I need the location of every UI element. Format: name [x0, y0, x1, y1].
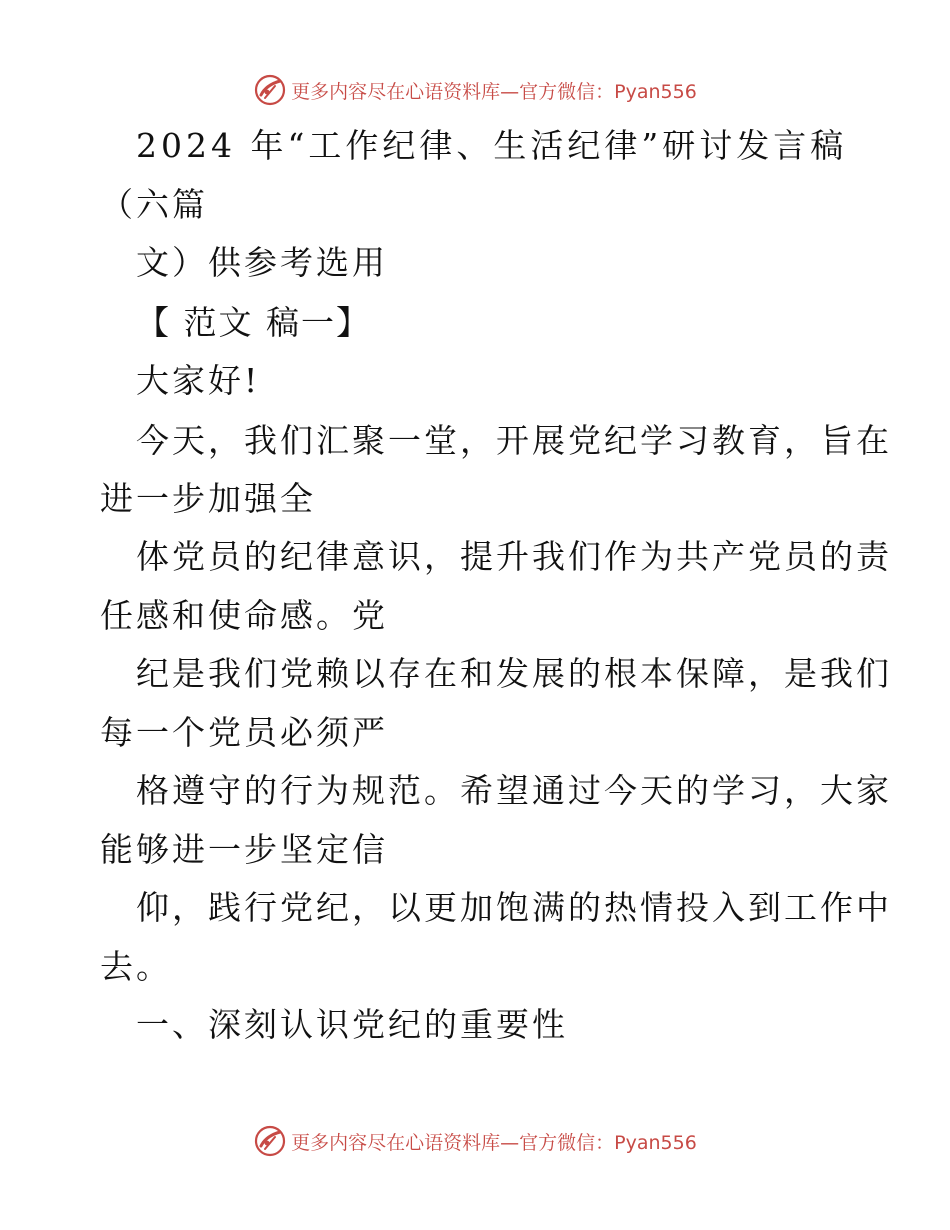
- document-title-continued: （六篇: [100, 185, 208, 224]
- banner-wechat-text: 官方微信：Pyan556: [519, 80, 697, 103]
- paragraph-line: 任感和使命感。党: [100, 596, 388, 635]
- footer-banner: [0, 1121, 950, 1161]
- paragraph-line: 进一步加强全: [100, 479, 316, 518]
- banner-wechat-text: 官方微信：Pyan556: [519, 1131, 697, 1154]
- paragraph-line: 今天，我们汇聚一堂，开展党纪学习教育，旨在: [136, 421, 892, 460]
- banner-site-text: 更多内容尽在心语资料库—: [291, 1131, 520, 1154]
- section-heading: 【 范文 稿一】: [136, 303, 371, 342]
- paragraph-line: 能够进一步坚定信: [100, 830, 388, 869]
- paragraph-line: 纪是我们党赖以存在和发展的根本保障，是我们: [136, 654, 892, 693]
- paragraph-line: 去。: [100, 947, 172, 986]
- paragraph-line: 仰，践行党纪，以更加饱满的热情投入到工作中: [136, 888, 892, 927]
- document-title-continued: 文）供参考选用: [136, 243, 388, 282]
- paragraph-line: 体党员的纪律意识，提升我们作为共产党员的责: [136, 537, 892, 576]
- subsection-heading: 一、深刻认识党纪的重要性: [136, 1005, 568, 1044]
- document-title: 2024 年“工作纪律、生活纪律”研讨发言稿: [136, 126, 848, 165]
- paragraph-line: 格遵守的行为规范。希望通过今天的学习，大家: [136, 771, 892, 810]
- pen-seal-icon: [253, 1124, 287, 1158]
- greeting-line: 大家好!: [136, 361, 261, 400]
- paragraph-line: 每一个党员必须严: [100, 713, 388, 752]
- banner-site-text: 更多内容尽在心语资料库—: [291, 80, 520, 103]
